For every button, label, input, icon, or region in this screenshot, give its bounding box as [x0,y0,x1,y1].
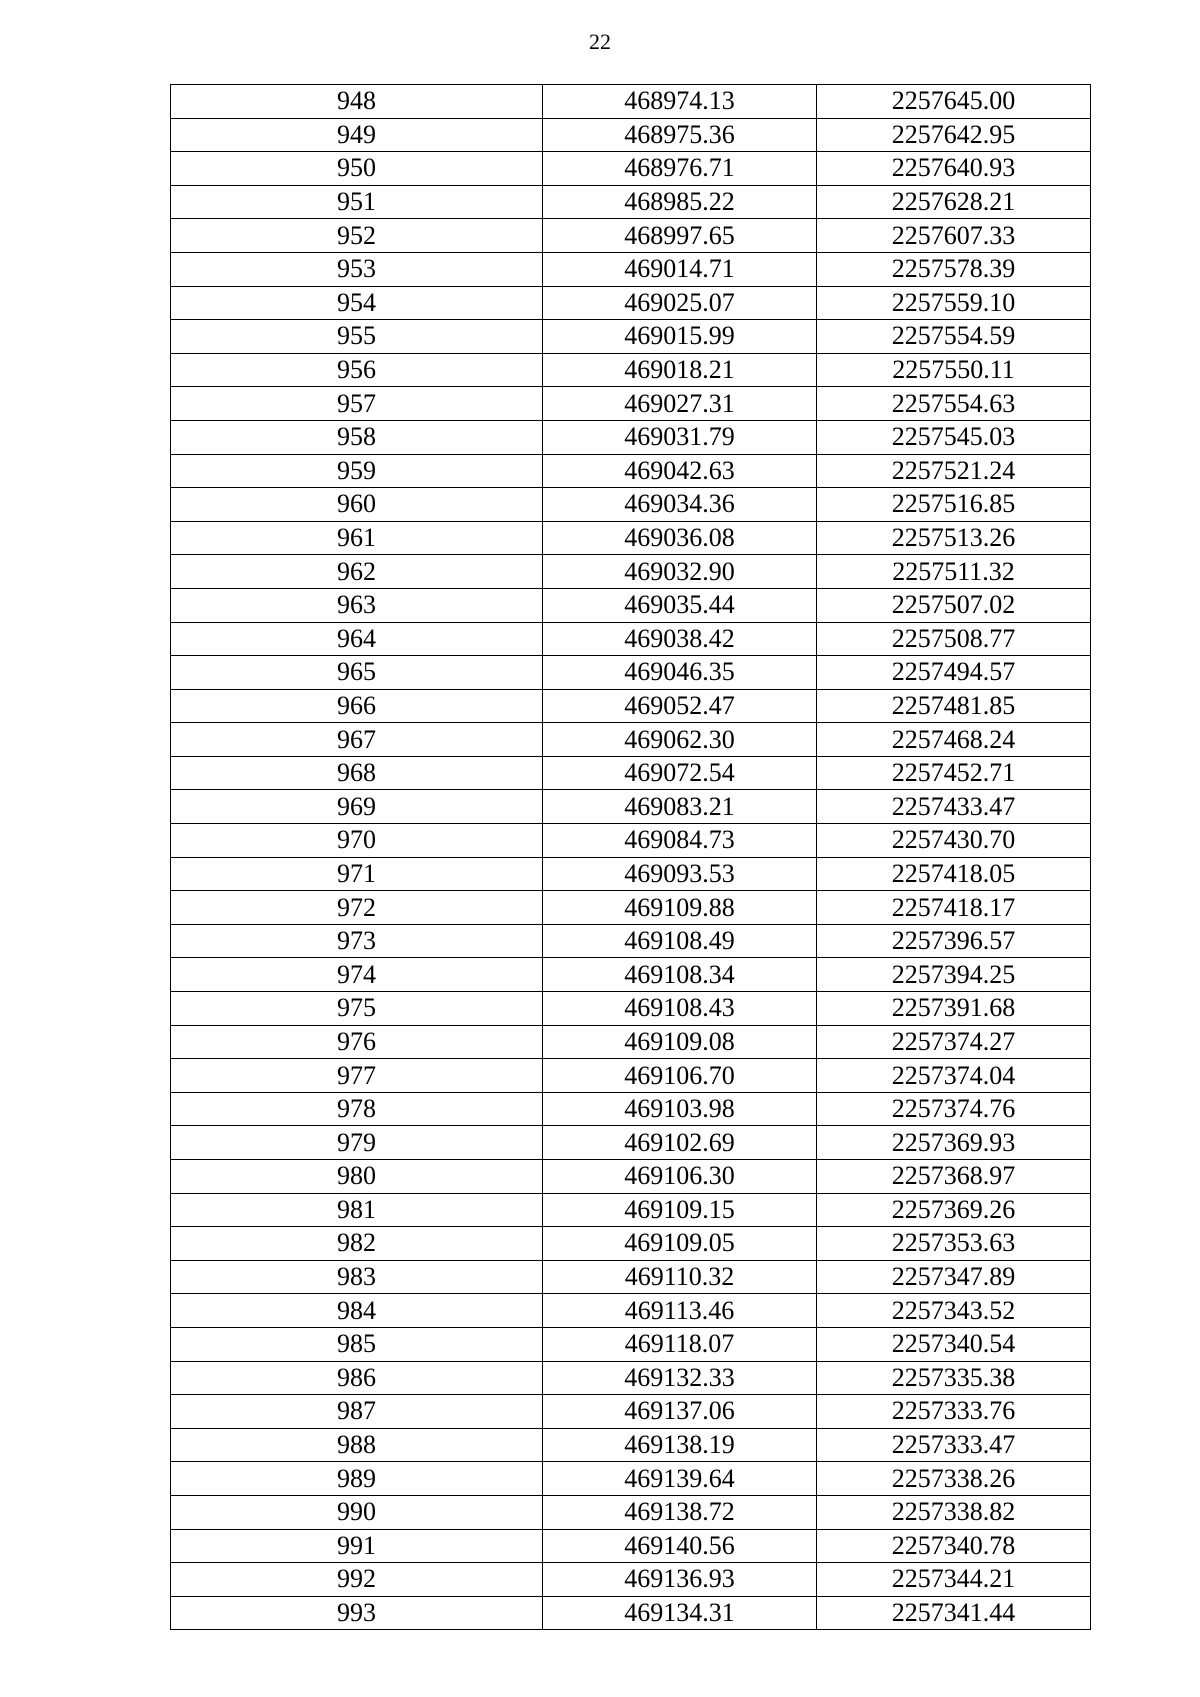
table-row [171,1294,1091,1328]
x-coordinate-cell: 469038.42 [543,622,817,656]
table-row [171,252,1091,286]
x-coordinate-cell: 469034.36 [543,488,817,522]
y-coordinate-cell: 2257369.93 [817,1126,1091,1160]
point-number-cell: 959 [171,454,543,488]
x-coordinate-cell: 469062.30 [543,723,817,757]
y-coordinate-cell: 2257645.00 [817,85,1091,119]
y-coordinate-cell: 2257642.95 [817,118,1091,152]
table-row [171,891,1091,925]
y-coordinate-cell: 2257374.04 [817,1059,1091,1093]
point-number-cell: 964 [171,622,543,656]
y-coordinate-cell: 2257353.63 [817,1227,1091,1261]
table-row [171,723,1091,757]
point-number-cell: 979 [171,1126,543,1160]
table-row [171,1160,1091,1194]
y-coordinate-cell: 2257418.17 [817,891,1091,925]
point-number-cell: 971 [171,857,543,891]
table-row [171,622,1091,656]
x-coordinate-cell: 469052.47 [543,689,817,723]
x-coordinate-cell: 469046.35 [543,656,817,690]
x-coordinate-cell: 469108.34 [543,958,817,992]
table-row [171,1227,1091,1261]
y-coordinate-cell: 2257368.97 [817,1160,1091,1194]
y-coordinate-cell: 2257344.21 [817,1563,1091,1597]
x-coordinate-cell: 469103.98 [543,1092,817,1126]
point-number-cell: 982 [171,1227,543,1261]
point-number-cell: 980 [171,1160,543,1194]
table-row [171,1428,1091,1462]
x-coordinate-cell: 469027.31 [543,387,817,421]
table-row [171,1327,1091,1361]
x-coordinate-cell: 469118.07 [543,1327,817,1361]
y-coordinate-cell: 2257347.89 [817,1260,1091,1294]
table-row [171,1462,1091,1496]
x-coordinate-cell: 469106.70 [543,1059,817,1093]
x-coordinate-cell: 469072.54 [543,756,817,790]
x-coordinate-cell: 469109.15 [543,1193,817,1227]
x-coordinate-cell: 469132.33 [543,1361,817,1395]
x-coordinate-cell: 468974.13 [543,85,817,119]
table-row [171,1059,1091,1093]
point-number-cell: 973 [171,924,543,958]
y-coordinate-cell: 2257340.54 [817,1327,1091,1361]
point-number-cell: 949 [171,118,543,152]
x-coordinate-cell: 468985.22 [543,185,817,219]
coordinates-table-body [171,85,1091,1630]
point-number-cell: 963 [171,588,543,622]
x-coordinate-cell: 469035.44 [543,588,817,622]
point-number-cell: 985 [171,1327,543,1361]
point-number-cell: 976 [171,1025,543,1059]
table-row [171,219,1091,253]
point-number-cell: 991 [171,1529,543,1563]
point-number-cell: 989 [171,1462,543,1496]
point-number-cell: 992 [171,1563,543,1597]
y-coordinate-cell: 2257513.26 [817,521,1091,555]
table-row [171,152,1091,186]
table-row [171,790,1091,824]
x-coordinate-cell: 469136.93 [543,1563,817,1597]
x-coordinate-cell: 469093.53 [543,857,817,891]
x-coordinate-cell: 469138.19 [543,1428,817,1462]
y-coordinate-cell: 2257343.52 [817,1294,1091,1328]
y-coordinate-cell: 2257333.47 [817,1428,1091,1462]
point-number-cell: 978 [171,1092,543,1126]
point-number-cell: 953 [171,252,543,286]
table-row [171,824,1091,858]
y-coordinate-cell: 2257333.76 [817,1395,1091,1429]
point-number-cell: 972 [171,891,543,925]
point-number-cell: 958 [171,420,543,454]
x-coordinate-cell: 469140.56 [543,1529,817,1563]
table-row [171,488,1091,522]
table-row [171,656,1091,690]
x-coordinate-cell: 468975.36 [543,118,817,152]
y-coordinate-cell: 2257452.71 [817,756,1091,790]
y-coordinate-cell: 2257640.93 [817,152,1091,186]
y-coordinate-cell: 2257607.33 [817,219,1091,253]
coordinates-table [170,84,1091,1630]
table-row [171,1025,1091,1059]
point-number-cell: 948 [171,85,543,119]
y-coordinate-cell: 2257394.25 [817,958,1091,992]
y-coordinate-cell: 2257396.57 [817,924,1091,958]
x-coordinate-cell: 469110.32 [543,1260,817,1294]
x-coordinate-cell: 469102.69 [543,1126,817,1160]
table-row [171,420,1091,454]
x-coordinate-cell: 469109.08 [543,1025,817,1059]
point-number-cell: 984 [171,1294,543,1328]
point-number-cell: 983 [171,1260,543,1294]
point-number-cell: 993 [171,1596,543,1630]
y-coordinate-cell: 2257338.82 [817,1495,1091,1529]
x-coordinate-cell: 469014.71 [543,252,817,286]
point-number-cell: 987 [171,1395,543,1429]
x-coordinate-cell: 469036.08 [543,521,817,555]
point-number-cell: 966 [171,689,543,723]
point-number-cell: 975 [171,992,543,1026]
table-row [171,1596,1091,1630]
x-coordinate-cell: 469137.06 [543,1395,817,1429]
point-number-cell: 974 [171,958,543,992]
y-coordinate-cell: 2257338.26 [817,1462,1091,1496]
table-row [171,1395,1091,1429]
y-coordinate-cell: 2257433.47 [817,790,1091,824]
point-number-cell: 977 [171,1059,543,1093]
y-coordinate-cell: 2257521.24 [817,454,1091,488]
x-coordinate-cell: 469084.73 [543,824,817,858]
point-number-cell: 981 [171,1193,543,1227]
y-coordinate-cell: 2257554.59 [817,320,1091,354]
point-number-cell: 955 [171,320,543,354]
y-coordinate-cell: 2257545.03 [817,420,1091,454]
point-number-cell: 950 [171,152,543,186]
x-coordinate-cell: 469106.30 [543,1160,817,1194]
point-number-cell: 988 [171,1428,543,1462]
y-coordinate-cell: 2257550.11 [817,353,1091,387]
y-coordinate-cell: 2257391.68 [817,992,1091,1026]
y-coordinate-cell: 2257418.05 [817,857,1091,891]
x-coordinate-cell: 469032.90 [543,555,817,589]
page-number: 22 [589,29,611,54]
y-coordinate-cell: 2257554.63 [817,387,1091,421]
table-row [171,588,1091,622]
x-coordinate-cell: 469015.99 [543,320,817,354]
x-coordinate-cell: 469113.46 [543,1294,817,1328]
y-coordinate-cell: 2257374.76 [817,1092,1091,1126]
point-number-cell: 970 [171,824,543,858]
table-row [171,185,1091,219]
table-row [171,1260,1091,1294]
x-coordinate-cell: 468976.71 [543,152,817,186]
table-row [171,958,1091,992]
y-coordinate-cell: 2257340.78 [817,1529,1091,1563]
table-row [171,85,1091,119]
table-row [171,353,1091,387]
x-coordinate-cell: 469138.72 [543,1495,817,1529]
table-row [171,1126,1091,1160]
table-row [171,857,1091,891]
y-coordinate-cell: 2257578.39 [817,252,1091,286]
point-number-cell: 951 [171,185,543,219]
point-number-cell: 954 [171,286,543,320]
table-row [171,521,1091,555]
point-number-cell: 965 [171,656,543,690]
y-coordinate-cell: 2257628.21 [817,185,1091,219]
x-coordinate-cell: 469139.64 [543,1462,817,1496]
point-number-cell: 967 [171,723,543,757]
point-number-cell: 956 [171,353,543,387]
point-number-cell: 969 [171,790,543,824]
x-coordinate-cell: 469134.31 [543,1596,817,1630]
table-row [171,756,1091,790]
table-row [171,118,1091,152]
table-row [171,1529,1091,1563]
point-number-cell: 957 [171,387,543,421]
x-coordinate-cell: 469108.43 [543,992,817,1026]
x-coordinate-cell: 469109.05 [543,1227,817,1261]
x-coordinate-cell: 468997.65 [543,219,817,253]
y-coordinate-cell: 2257494.57 [817,656,1091,690]
y-coordinate-cell: 2257335.38 [817,1361,1091,1395]
table-row [171,555,1091,589]
x-coordinate-cell: 469083.21 [543,790,817,824]
y-coordinate-cell: 2257341.44 [817,1596,1091,1630]
y-coordinate-cell: 2257508.77 [817,622,1091,656]
y-coordinate-cell: 2257374.27 [817,1025,1091,1059]
x-coordinate-cell: 469042.63 [543,454,817,488]
table-row [171,689,1091,723]
y-coordinate-cell: 2257468.24 [817,723,1091,757]
x-coordinate-cell: 469109.88 [543,891,817,925]
point-number-cell: 990 [171,1495,543,1529]
table-row [171,1361,1091,1395]
y-coordinate-cell: 2257516.85 [817,488,1091,522]
point-number-cell: 962 [171,555,543,589]
table-row [171,992,1091,1026]
point-number-cell: 952 [171,219,543,253]
y-coordinate-cell: 2257511.32 [817,555,1091,589]
point-number-cell: 968 [171,756,543,790]
x-coordinate-cell: 469031.79 [543,420,817,454]
point-number-cell: 986 [171,1361,543,1395]
table-row [171,924,1091,958]
y-coordinate-cell: 2257481.85 [817,689,1091,723]
point-number-cell: 961 [171,521,543,555]
table-row [171,1092,1091,1126]
table-row [171,1193,1091,1227]
table-row [171,454,1091,488]
table-row [171,286,1091,320]
x-coordinate-cell: 469108.49 [543,924,817,958]
point-number-cell: 960 [171,488,543,522]
x-coordinate-cell: 469018.21 [543,353,817,387]
table-row [171,1495,1091,1529]
y-coordinate-cell: 2257430.70 [817,824,1091,858]
y-coordinate-cell: 2257507.02 [817,588,1091,622]
table-row [171,387,1091,421]
y-coordinate-cell: 2257369.26 [817,1193,1091,1227]
table-row [171,320,1091,354]
x-coordinate-cell: 469025.07 [543,286,817,320]
table-row [171,1563,1091,1597]
y-coordinate-cell: 2257559.10 [817,286,1091,320]
